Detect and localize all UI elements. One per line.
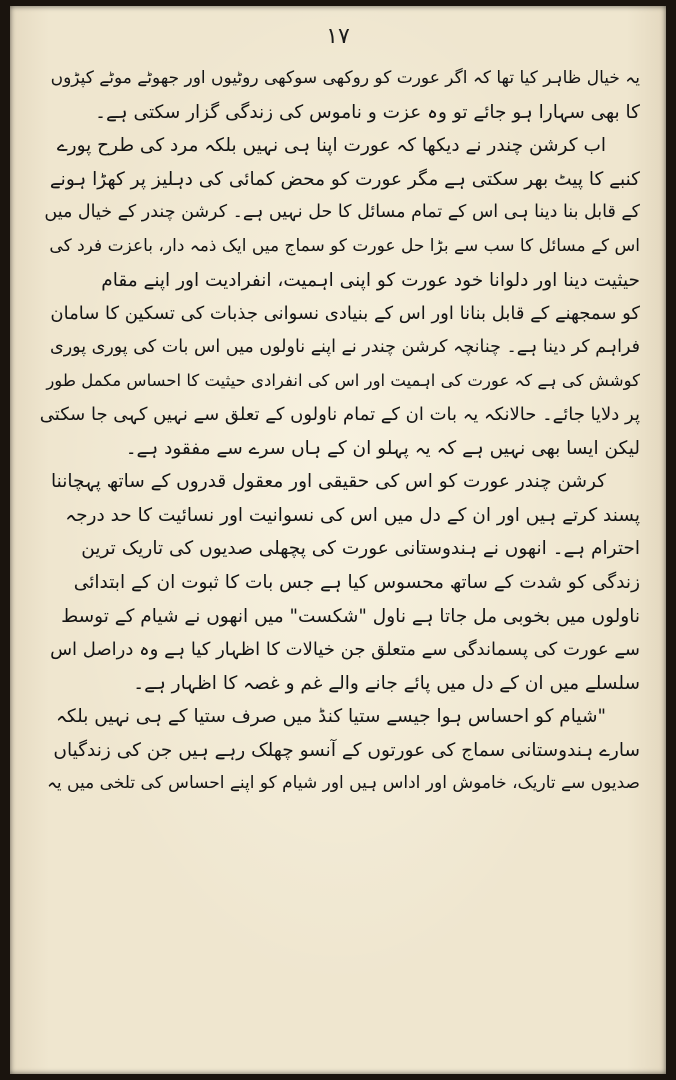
text-line: حیثیت دینا اور دلوانا خود عورت کو اپنی اہمیت، انفرادیت اور اپنے مقام	[101, 269, 640, 291]
text-line: سلسلے میں ان کے دل میں پائے جانے والے غم و غصہ کا اظہار ہے۔	[133, 672, 640, 694]
page-number: ۱۷	[326, 24, 350, 49]
text-line: پسند کرتے ہیں اور ان کے دل میں اس کی نسوانیت اور نسائیت کا حد درجہ	[65, 504, 640, 526]
text-line: ناولوں میں بخوبی مل جاتا ہے ناول "شکست" میں انھوں نے شیام کے توسط	[61, 605, 640, 627]
text-line: سارے ہندوستانی سماج کی عورتوں کے آنسو چھلک رہے ہیں جن کی زندگیاں	[53, 739, 640, 761]
text-line: فراہم کر دینا ہے۔ چنانچہ کرشن چندر نے اپنے ناولوں میں اس بات کی پوری پوری	[50, 336, 640, 357]
text-line: اس کے مسائل کا سب سے بڑا حل عورت کو سماج میں ایک ذمہ دار، باعزت فرد کی	[49, 235, 640, 256]
text-line: کو سمجھنے کے قابل بنانا اور اس کے بنیادی نسوانی جذبات کی تسکین کا سامان	[50, 303, 640, 325]
text-line: کرشن چندر عورت کو اس کی حقیقی اور معقول قدروں کے ساتھ پہچاننا	[50, 471, 606, 493]
text-line: کا بھی سہارا ہو جائے تو وہ عزت و ناموس کی زندگی گزار سکتی ہے۔	[95, 101, 640, 123]
text-line: اب کرشن چندر نے دیکھا کہ عورت اپنا ہی نہیں بلکہ مرد کی طرح پورے	[56, 135, 606, 157]
text-line: سے عورت کی پسماندگی سے متعلق جن خیالات کا اظہار کیا ہے وہ دراصل اس	[50, 639, 640, 661]
text-line: صدیوں سے تاریک، خاموش اور اداس ہیں اور شیام کو اپنے احساس کی تلخی میں یہ	[46, 773, 640, 794]
text-line: "شیام کو احساس ہوا جیسے ستیا کنڈ میں صرف ستیا کے ہی نہیں بلکہ	[56, 706, 606, 728]
text-line: لیکن ایسا بھی نہیں ہے کہ یہ پہلو ان کے ہاں سرے سے مفقود ہے۔	[125, 437, 640, 459]
text-line: پر دلایا جائے۔ حالانکہ یہ بات ان کے تمام ناولوں کے تعلق سے نہیں کہی جا سکتی	[39, 403, 640, 425]
book-page	[10, 6, 666, 1074]
text-line: زندگی کو شدت کے ساتھ محسوس کیا ہے جس بات کا ثبوت ان کے ابتدائی	[73, 571, 640, 593]
body-text	[36, 62, 640, 801]
text-line: کے قابل بنا دینا ہی اس کے تمام مسائل کا حل نہیں ہے۔ کرشن چندر کے خیال میں	[44, 202, 640, 223]
text-line: یہ خیال ظاہر کیا تھا کہ اگر عورت کو روکھی سوکھی روٹیوں اور جھوٹے موٹے کپڑوں	[50, 68, 640, 88]
text-line: کنبے کا پیٹ بھر سکتی ہے مگر عورت کو محض کمائی کی دہلیز پر کھڑا ہونے	[49, 168, 640, 190]
text-line: احترام ہے۔ انھوں نے ہندوستانی عورت کی پچھلی صدیوں کی تاریک ترین	[81, 538, 640, 560]
text-line: کوشش کی ہے کہ عورت کی اہمیت اور اس کی انفرادی حیثیت کا احساس مکمل طور	[46, 371, 640, 391]
